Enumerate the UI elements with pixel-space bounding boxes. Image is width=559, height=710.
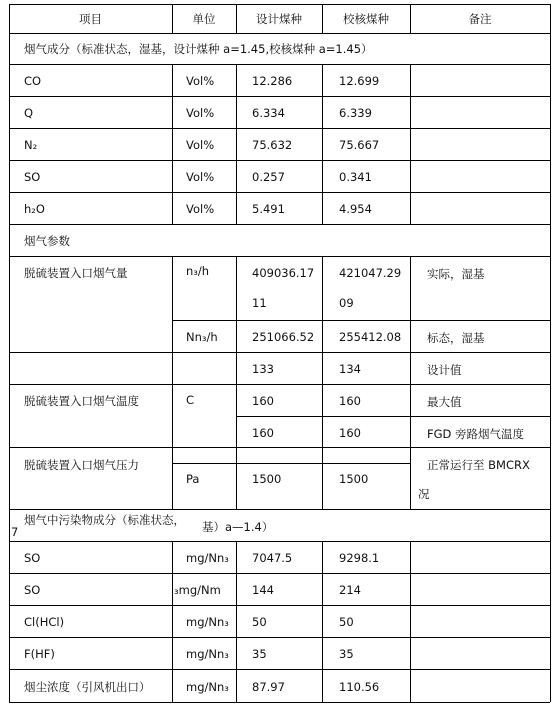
- rule: [9, 573, 550, 574]
- rule: [9, 637, 550, 638]
- header-remark: 备注: [468, 12, 492, 26]
- section-title-prefix: 7: [11, 525, 19, 539]
- param-label: 脱硫装置入口烟气温度: [24, 394, 139, 408]
- param-remark: 设计值: [427, 363, 462, 377]
- composition-design: 6.334: [252, 106, 285, 120]
- pollutant-check: 35: [339, 647, 354, 661]
- composition-check: 4.954: [339, 202, 372, 216]
- param-remark: 正常运行至 BMCRX: [427, 458, 530, 472]
- rule: [9, 541, 550, 542]
- header-design: 设计煤种: [256, 12, 302, 26]
- composition-design: 75.632: [252, 138, 293, 152]
- pollutant-item: Cl(HCl): [24, 615, 65, 629]
- composition-item: h₂O: [24, 202, 45, 216]
- rule: [236, 416, 550, 417]
- param-check: 160: [339, 394, 361, 408]
- param-label: 脱硫装置入口烟气量: [24, 266, 128, 280]
- composition-design: 12.286: [252, 74, 293, 88]
- pollutant-design: 35: [252, 647, 267, 661]
- param-design: 251066.52: [252, 330, 315, 344]
- composition-unit: Vol%: [186, 202, 215, 216]
- param-check: 421047.29: [339, 266, 402, 280]
- param-design: 133: [252, 362, 274, 376]
- pollutant-unit: ₃mg/Nm: [174, 583, 221, 597]
- param-remark: 标态，湿基: [427, 331, 485, 345]
- rule: [322, 256, 323, 509]
- pollutant-design: 144: [252, 583, 274, 597]
- rule: [9, 702, 550, 703]
- header-unit: 单位: [192, 12, 216, 26]
- rule: [322, 541, 323, 702]
- rule: [9, 669, 550, 670]
- param-label: 脱硫装置入口烟气压力: [24, 458, 139, 472]
- param-check: 1500: [339, 472, 369, 486]
- section-title: 烟气中污染物成分（标准状态，: [24, 513, 185, 527]
- section-title: 烟气成分（标准状态，湿基，设计煤种 a=1.45,校核煤种 a=1.45）: [24, 42, 373, 56]
- param-unit: Pa: [186, 472, 200, 486]
- rule: [9, 128, 550, 129]
- param-unit: C: [186, 393, 195, 407]
- pollutant-check: 50: [339, 615, 354, 629]
- pollutant-unit: mg/Nn₃: [186, 680, 229, 694]
- composition-unit: Vol%: [186, 170, 215, 184]
- composition-unit: Vol%: [186, 138, 215, 152]
- pollutant-item: 烟尘浓度（引风机出口）: [24, 680, 151, 694]
- rule: [322, 64, 323, 224]
- rule: [9, 160, 550, 161]
- rule: [172, 463, 410, 464]
- header-check: 校核煤种: [343, 12, 389, 26]
- param-check: 160: [339, 426, 361, 440]
- rule: [550, 4, 551, 702]
- header-item: 项目: [79, 12, 102, 26]
- rule: [9, 4, 550, 5]
- pollutant-check: 214: [339, 583, 361, 597]
- rule: [172, 256, 173, 509]
- param-remark: 实际，湿基: [427, 267, 485, 281]
- pollutant-unit: mg/Nn₃: [186, 551, 229, 565]
- param-design: 160: [252, 426, 274, 440]
- rule: [410, 64, 411, 224]
- param-check: 255412.08: [339, 330, 402, 344]
- pollutant-check: 110.56: [339, 680, 380, 694]
- composition-design: 5.491: [252, 202, 285, 216]
- composition-check: 6.339: [339, 106, 372, 120]
- param-remark: 况: [418, 487, 430, 501]
- rule: [172, 64, 173, 224]
- rule: [9, 192, 550, 193]
- rule: [9, 605, 550, 606]
- param-design: 1500: [252, 472, 282, 486]
- pollutant-check: 9298.1: [339, 551, 380, 565]
- rule: [236, 256, 237, 509]
- param-design: 160: [252, 394, 274, 408]
- pollutant-item: F(HF): [24, 647, 55, 661]
- composition-check: 0.341: [339, 170, 372, 184]
- section-title: 烟气参数: [24, 234, 70, 248]
- rule: [9, 352, 550, 353]
- rule: [236, 541, 237, 702]
- rule: [9, 384, 550, 385]
- composition-item: Q: [24, 106, 34, 120]
- rule: [9, 33, 550, 34]
- composition-design: 0.257: [252, 170, 285, 184]
- composition-unit: Vol%: [186, 74, 215, 88]
- pollutant-unit: mg/Nn₃: [186, 647, 229, 661]
- rule: [9, 509, 550, 510]
- pollutant-design: 7047.5: [252, 551, 293, 565]
- section-title-cont: 基）a—1.4）: [202, 520, 274, 534]
- rule: [172, 320, 550, 321]
- param-unit: Nn₃/h: [186, 330, 218, 344]
- param-unit: n₃/h: [186, 264, 210, 278]
- rule: [9, 256, 550, 257]
- composition-item: CO: [24, 74, 42, 88]
- composition-item: N₂: [24, 138, 38, 152]
- param-design: 409036.17: [252, 266, 315, 280]
- composition-check: 75.667: [339, 138, 380, 152]
- pollutant-design: 50: [252, 615, 267, 629]
- rule: [410, 541, 411, 702]
- composition-item: SO: [24, 170, 41, 184]
- rule: [410, 256, 411, 509]
- rule: [9, 64, 550, 65]
- rule: [9, 447, 550, 448]
- param-remark: 最大值: [427, 395, 462, 409]
- pollutant-item: SO: [24, 583, 41, 597]
- pollutant-item: SO: [24, 551, 41, 565]
- pollutant-unit: mg/Nn₃: [186, 615, 229, 629]
- param-check: 09: [339, 296, 354, 310]
- pollutant-design: 87.97: [252, 680, 285, 694]
- composition-check: 12.699: [339, 74, 380, 88]
- param-remark: FGD 旁路烟气温度: [427, 427, 525, 441]
- rule: [236, 64, 237, 224]
- param-check: 134: [339, 362, 361, 376]
- rule: [9, 96, 550, 97]
- composition-unit: Vol%: [186, 106, 215, 120]
- rule: [9, 224, 550, 225]
- rule: [9, 4, 10, 702]
- rule: [172, 541, 173, 702]
- param-design: 11: [252, 296, 267, 310]
